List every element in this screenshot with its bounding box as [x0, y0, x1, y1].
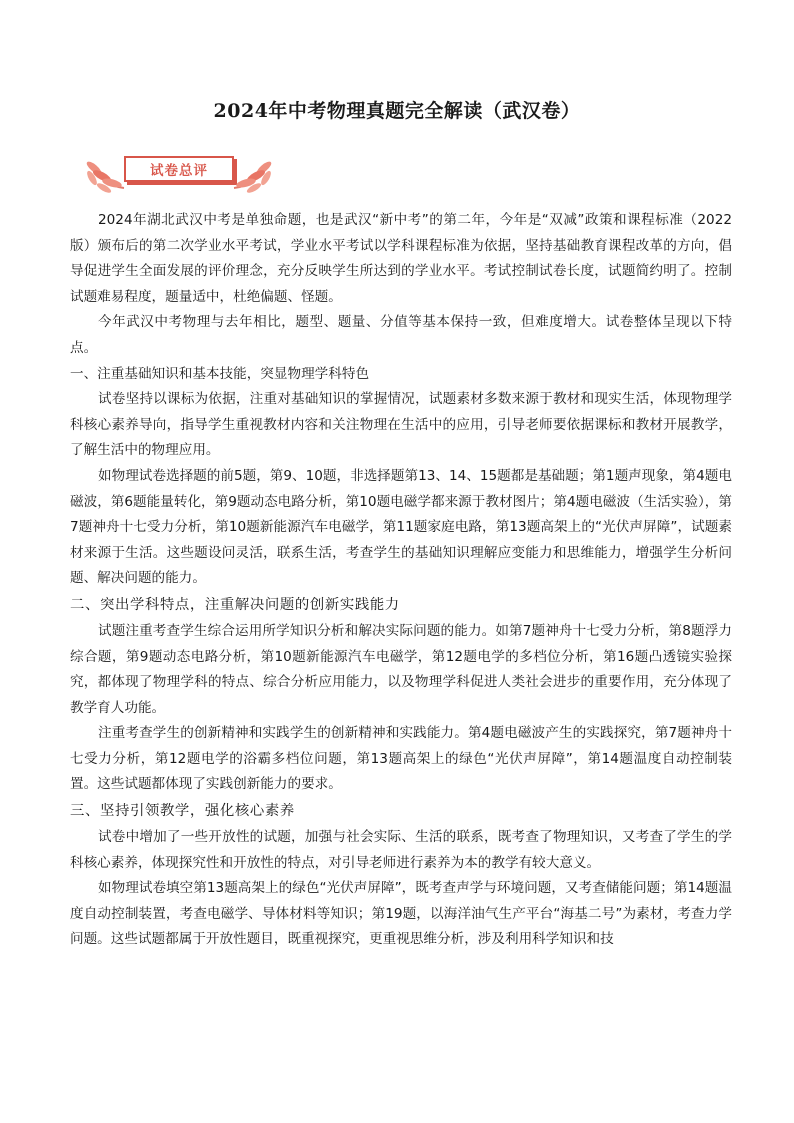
- paragraph-intro: 2024年湖北武汉中考是单独命题，也是武汉“新中考”的第二年，今年是“双减”政策和课程标准（2022版）颁布后的第二次学业水平考试，学业水平考试以学科课程标准为依据，坚持基础教育课程改革的方向，倡导促进学生全面发展的评价理念，充分反映学生所达到的学业水平。考试控制试卷长度，试题简约明了。控制试题难易程度，题量适中，杜绝偏题、怪题。: [70, 212, 732, 305]
- paragraph-section-2a: 试题注重考查学生综合运用所学知识分析和解决实际问题的能力。如第7题神舟十七受力分析，第8题浮力综合题，第9题动态电路分析，第10题新能源汽车电磁学，第12题电学的多档位分析，第16题凸透镜实验探究，都体现了物理学科的特点、综合分析应用能力，以及物理学科促进人类社会进步的重要作用，充分体现了教学育人功能。: [70, 622, 732, 716]
- badge-box: [124, 156, 234, 182]
- paragraph-section-2b: 注重考查学生的创新精神和实践学生的创新精神和实践能力。第4题电磁波产生的实践探究，第7题神舟十七受力分析，第12题电学的浴霸多档位问题，第13题高架上的绿色“光伏声屏障”，第14题温度自动控制装置。这些试题都体现了实践创新能力的要求。: [70, 725, 732, 793]
- heading-section-2: 二、突出学科特点，注重解决问题的创新实践能力: [70, 596, 400, 613]
- heading-section-3: 三、坚持引领教学，强化核心素养: [70, 803, 295, 820]
- paragraph-section-1a: 试卷坚持以课标为依据，注重对基础知识的掌握情况，试题素材多数来源于教材和现实生活，体现物理学科核心素养导向，指导学生重视教材内容和关注物理在生活中的应用，引导老师要依据课标和教材开展教学，了解生活中的物理应用。: [70, 391, 732, 459]
- badge-label: 试卷总评: [150, 163, 208, 179]
- paragraph-section-3b: 如物理试卷填空第13题高架上的绿色“光伏声屏障”，既考查声学与环境问题，又考查储能问题；第14题温度自动控制装置，考查电磁学、导体材料等知识；第19题，以海洋油气生产平台“海基二号”为素材，考查力学问题。这些试题都属于开放性题目，既重视探究，更重视思维分析，涉及利用科学知识和技: [70, 880, 732, 948]
- paragraph-section-3a: 试卷中增加了一些开放性的试题，加强与社会实际、生活的联系，既考查了物理知识，又考查了学生的学科核心素养，体现探究性和开放性的特点，对引导老师进行素养为本的教学有较大意义。: [70, 829, 732, 871]
- review-body: [70, 208, 732, 953]
- paragraph-overview: 今年武汉中考物理与去年相比，题型、题量、分值等基本保持一致，但难度增大。试卷整体呈现以下特点。: [70, 314, 732, 356]
- paragraph-section-1b: 如物理试卷选择题的前5题，第9、10题，非选择题第13、14、15题都是基础题；第1题声现象，第4题电磁波，第6题能量转化，第9题动态电路分析，第10题电磁学都来源于教材图片；第4题电磁波（生活实验），第7题神舟十七受力分析，第10题新能源汽车电磁学，第11题家庭电路，第13题高架上的“光伏声屏障”，试题素材来源于生活。这些题设问灵活，联系生活，考查学生的基础知识理解应变能力和思维能力，增强学生分析问题、解决问题的能力。: [70, 467, 732, 587]
- right-laurel-icon: [230, 150, 274, 196]
- section-badge: [84, 150, 274, 196]
- heading-section-1: 一、注重基础知识和基本技能，突显物理学科特色: [70, 365, 370, 382]
- left-laurel-icon: [84, 150, 128, 196]
- page-title: 2024年中考物理真题完全解读（武汉卷）: [213, 100, 581, 122]
